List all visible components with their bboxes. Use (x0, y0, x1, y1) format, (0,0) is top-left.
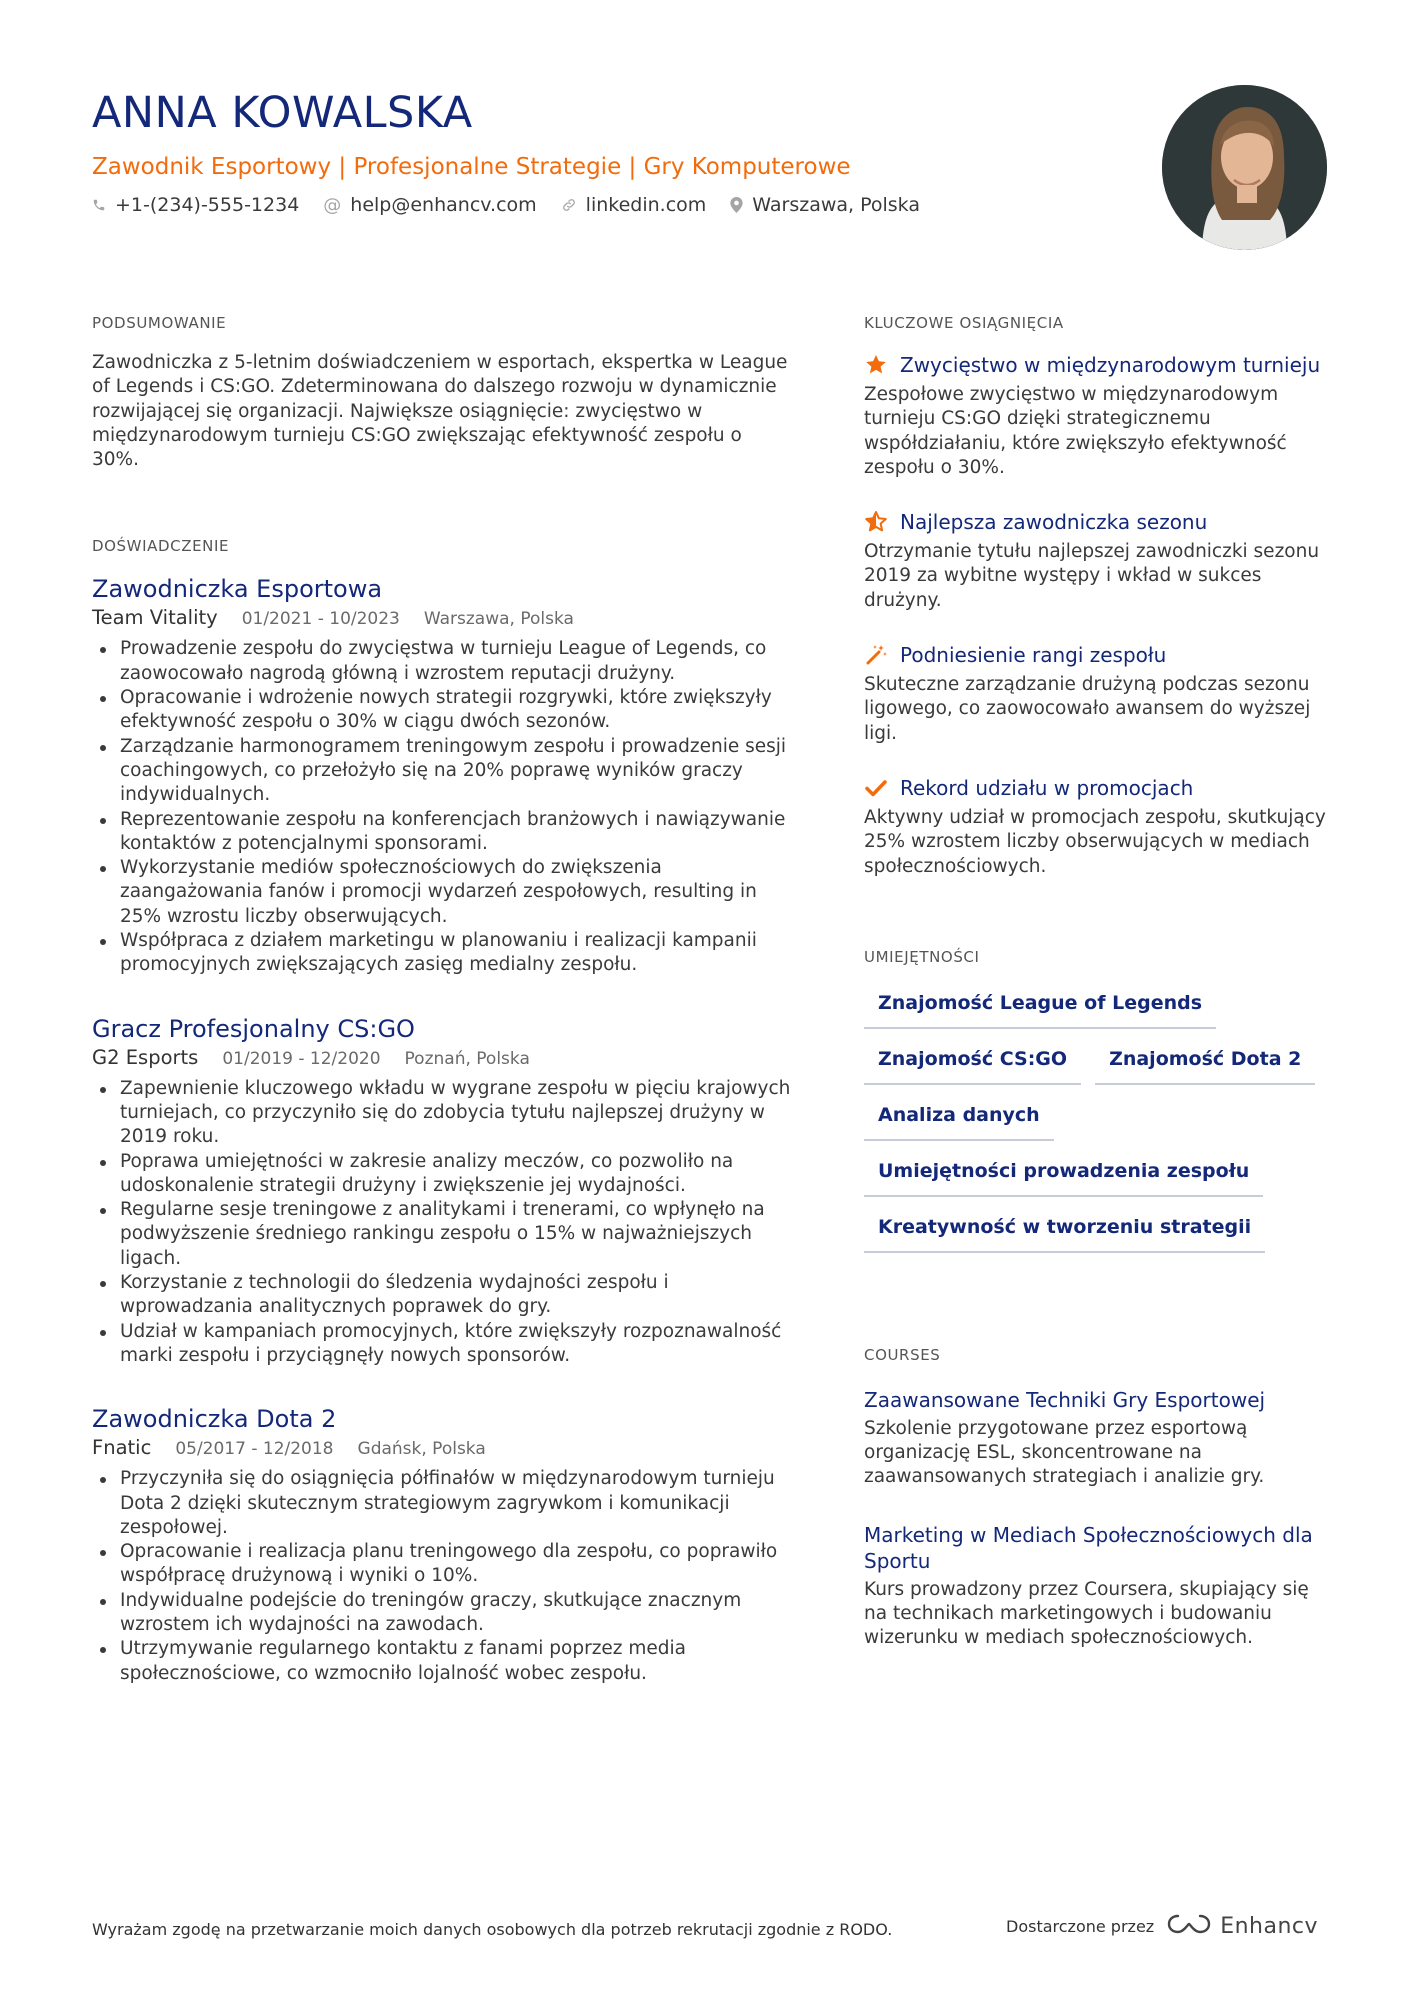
job-meta (92, 1436, 792, 1461)
candidate-subtitle: Zawodnik Esportowy | Profesjonalne Strategie | Gry Komputerowe (92, 154, 851, 180)
job-meta (92, 606, 792, 631)
phone-icon (92, 198, 106, 212)
job-dates: 01/2021 - 10/2023 (241, 609, 400, 630)
skill-row (864, 1213, 1334, 1253)
skill-row (864, 989, 1334, 1029)
achievement-title: Najlepsza zawodniczka sezonu (900, 510, 1208, 535)
achievements-section (864, 313, 1334, 879)
achievement-item (864, 641, 1334, 746)
bullet-item: Utrzymywanie regularnego kontaktu z fanami poprzez media społecznościowe, co wzmocniło lojalność wobec zespołu. (92, 1637, 792, 1686)
skill-row (864, 1101, 1334, 1141)
bullet-item: Opracowanie i realizacja planu treningowego dla zespołu, co poprawiło współpracę drużynową i wyniki o 10%. (92, 1540, 792, 1589)
job-entry (92, 1014, 792, 1369)
consent-text: Wyrażam zgodę na przetwarzanie moich danych osobowych dla potrzeb rekrutacji zgodnie z RODO. (92, 1920, 893, 1939)
achievement-desc: Zespołowe zwycięstwo w międzynarodowym turnieju CS:GO dzięki strategicznemu współdziałaniu, które zwiększyło efektywność zespołu o 30%. (864, 384, 1287, 478)
brand-name: Enhancv (1220, 1913, 1319, 1939)
summary-text: Zawodniczka z 5-letnim doświadczeniem w esportach, ekspertka w League of Legends i CS:GO. Zdeterminowana do dalszego rozwoju w dynamicznie rozwijającej się organizacji. Największe osiągnięcie: zwycięstwo w międzynarodowym turnieju CS:GO zwiększając efektywność zespołu o 30%. (92, 352, 788, 471)
course-title: Marketing w Mediach Społecznościowych dla Sportu (864, 1522, 1313, 1573)
skill-tag: Znajomość Dota 2 (1095, 1045, 1315, 1085)
resume-header (92, 86, 1152, 216)
job-title: Gracz Profesjonalny CS:GO (92, 1014, 415, 1043)
job-bullets (92, 1077, 792, 1369)
course-title: Zaawansowane Techniki Gry Esportowej (864, 1387, 1266, 1412)
job-entry (92, 574, 792, 977)
contact-linkedin[interactable] (561, 194, 707, 216)
bullet-item: Korzystanie z technologii do śledzenia wydajności zespołu i wprowadzania analitycznych poprawek do gry. (92, 1271, 792, 1320)
achievement-title: Zwycięstwo w międzynarodowym turnieju (900, 353, 1321, 377)
linkedin-text: linkedin.com (585, 194, 707, 216)
profile-photo (1162, 85, 1327, 250)
bullet-item: Opracowanie i wdrożenie nowych strategii rozgrywki, które zwiększyły efektywność zespołu o 30% w ciągu dwóch sezonów. (92, 686, 792, 735)
courses-section (864, 1345, 1334, 1651)
star-half-icon (864, 510, 888, 534)
link-icon (561, 197, 577, 213)
bullet-item: Reprezentowanie zespołu na konferencjach branżowych i nawiązywanie kontaktów z potencjalnymi sponsorami. (92, 808, 792, 857)
course-desc: Kurs prowadzony przez Coursera, skupiający się na technikach marketingowych i budowaniu wizerunku w mediach społecznościowych. (864, 1578, 1309, 1649)
location-pin-icon (730, 197, 743, 213)
job-dates: 05/2017 - 12/2018 (175, 1439, 334, 1460)
achievement-item (864, 351, 1334, 480)
skill-tag: Znajomość League of Legends (864, 989, 1216, 1029)
job-title: Zawodniczka Dota 2 (92, 1405, 337, 1434)
course-item (864, 1522, 1334, 1651)
experience-section (92, 536, 792, 1685)
job-dates: 01/2019 - 12/2020 (222, 1048, 381, 1069)
contact-location (730, 194, 920, 216)
skill-row (864, 1157, 1334, 1197)
location-text: Warszawa, Polska (752, 194, 920, 216)
job-bullets (92, 637, 792, 977)
powered-by-text: Dostarczone przez (1006, 1916, 1155, 1936)
bullet-item: Wykorzystanie mediów społecznościowych do zwiększenia zaangażowania fanów i promocji wydarzeń zespołowych, resulting in 25% wzrostu liczby obserwujących. (92, 856, 792, 929)
job-location: Warszawa, Polska (423, 609, 574, 630)
job-title: Zawodniczka Esportowa (92, 575, 383, 604)
at-icon: @ (323, 194, 342, 216)
achievement-item (864, 774, 1334, 879)
achievement-desc: Aktywny udział w promocjach zespołu, skutkujący 25% wzrostem liczby obserwujących w mediach społecznościowych. (864, 806, 1326, 877)
achievement-item (864, 508, 1334, 613)
magic-wand-icon (864, 643, 888, 667)
course-desc: Szkolenie przygotowane przez esportową organizację ESL, skoncentrowane na zaawansowanych strategiach i analizie gry. (864, 1417, 1265, 1488)
right-column (864, 313, 1334, 1651)
email-text: help@enhancv.com (350, 194, 537, 216)
skill-tag: Kreatywność w tworzeniu strategii (864, 1213, 1265, 1253)
skill-tag: Umiejętności prowadzenia zespołu (864, 1157, 1263, 1197)
candidate-name: ANNA KOWALSKA (92, 88, 473, 138)
job-company: Team Vitality (92, 606, 218, 630)
skills-section (864, 947, 1334, 1253)
contact-bar (92, 194, 1152, 216)
checkmark-icon (864, 776, 888, 800)
bullet-item: Indywidualne podejście do treningów graczy, skutkujące znacznym wzrostem ich wydajności na zawodach. (92, 1589, 792, 1638)
contact-email[interactable] (323, 194, 536, 216)
star-icon (864, 353, 888, 377)
bullet-item: Zarządzanie harmonogramem treningowym zespołu i prowadzenie sesji coachingowych, co przełożyło się na 20% poprawę wyników graczy indywidualnych. (92, 735, 792, 808)
job-company: Fnatic (92, 1436, 152, 1460)
courses-heading: COURSES (864, 1345, 941, 1364)
bullet-item: Współpraca z działem marketingu w planowaniu i realizacji kampanii promocyjnych zwiększających zasięg medialny zespołu. (92, 929, 792, 978)
enhancv-logo-icon (1166, 1912, 1212, 1940)
summary-section (92, 313, 792, 472)
achievement-desc: Skuteczne zarządzanie drużyną podczas sezonu ligowego, co zaowocowało awansem do wyższej ligi. (864, 674, 1311, 744)
achievement-title: Rekord udziału w promocjach (900, 775, 1194, 800)
summary-heading: PODSUMOWANIE (92, 314, 227, 332)
skills-list (864, 989, 1334, 1253)
job-location: Poznań, Polska (404, 1048, 530, 1069)
achievement-desc: Otrzymanie tytułu najlepszej zawodniczki sezonu 2019 za wybitne występy i wkład w sukces drużyny. (864, 541, 1320, 611)
bullet-item: Poprawa umiejętności w zakresie analizy meczów, co pozwoliło na udoskonalenie strategii drużyny i zwiększenie jej wydajności. (92, 1150, 792, 1199)
job-meta (92, 1046, 792, 1071)
bullet-item: Zapewnienie kluczowego wkładu w wygrane zespołu w pięciu krajowych turniejach, co przyczyniło się do zdobycia tytułu najlepszej drużyny w 2019 roku. (92, 1077, 792, 1150)
bullet-item: Regularne sesje treningowe z analitykami i trenerami, co wpłynęło na podwyższenie średniego rankingu zespołu o 15% w najważniejszych ligach. (92, 1198, 792, 1271)
skill-tag: Analiza danych (864, 1101, 1054, 1141)
phone-text: +1-(234)-555-1234 (115, 194, 300, 216)
skill-tag: Znajomość CS:GO (864, 1045, 1081, 1085)
skills-heading: UMIEJĘTNOŚCI (864, 947, 980, 966)
bullet-item: Prowadzenie zespołu do zwycięstwa w turnieju League of Legends, co zaowocowało nagrodą główną i wzrostem reputacji drużyny. (92, 637, 792, 686)
job-bullets (92, 1467, 792, 1686)
contact-phone[interactable] (92, 194, 299, 216)
job-entry (92, 1404, 792, 1686)
skill-row (864, 1045, 1334, 1085)
job-location: Gdańsk, Polska (357, 1439, 486, 1460)
course-item (864, 1387, 1334, 1490)
bullet-item: Udział w kampaniach promocyjnych, które zwiększyły rozpoznawalność marki zespołu i przyciągnęły nowych sponsorów. (92, 1320, 792, 1369)
powered-by[interactable] (1006, 1912, 1318, 1940)
achievements-heading: KLUCZOWE OSIĄGNIĘCIA (864, 314, 1064, 332)
achievement-title: Podniesienie rangi zespołu (900, 643, 1167, 668)
job-company: G2 Esports (92, 1045, 199, 1069)
experience-heading: DOŚWIADCZENIE (92, 537, 230, 556)
left-column (92, 313, 792, 1686)
bullet-item: Przyczyniła się do osiągnięcia półfinałów w międzynarodowym turnieju Dota 2 dzięki skutecznym strategiowym zagrywkom i komunikacji zespołowej. (92, 1467, 792, 1540)
